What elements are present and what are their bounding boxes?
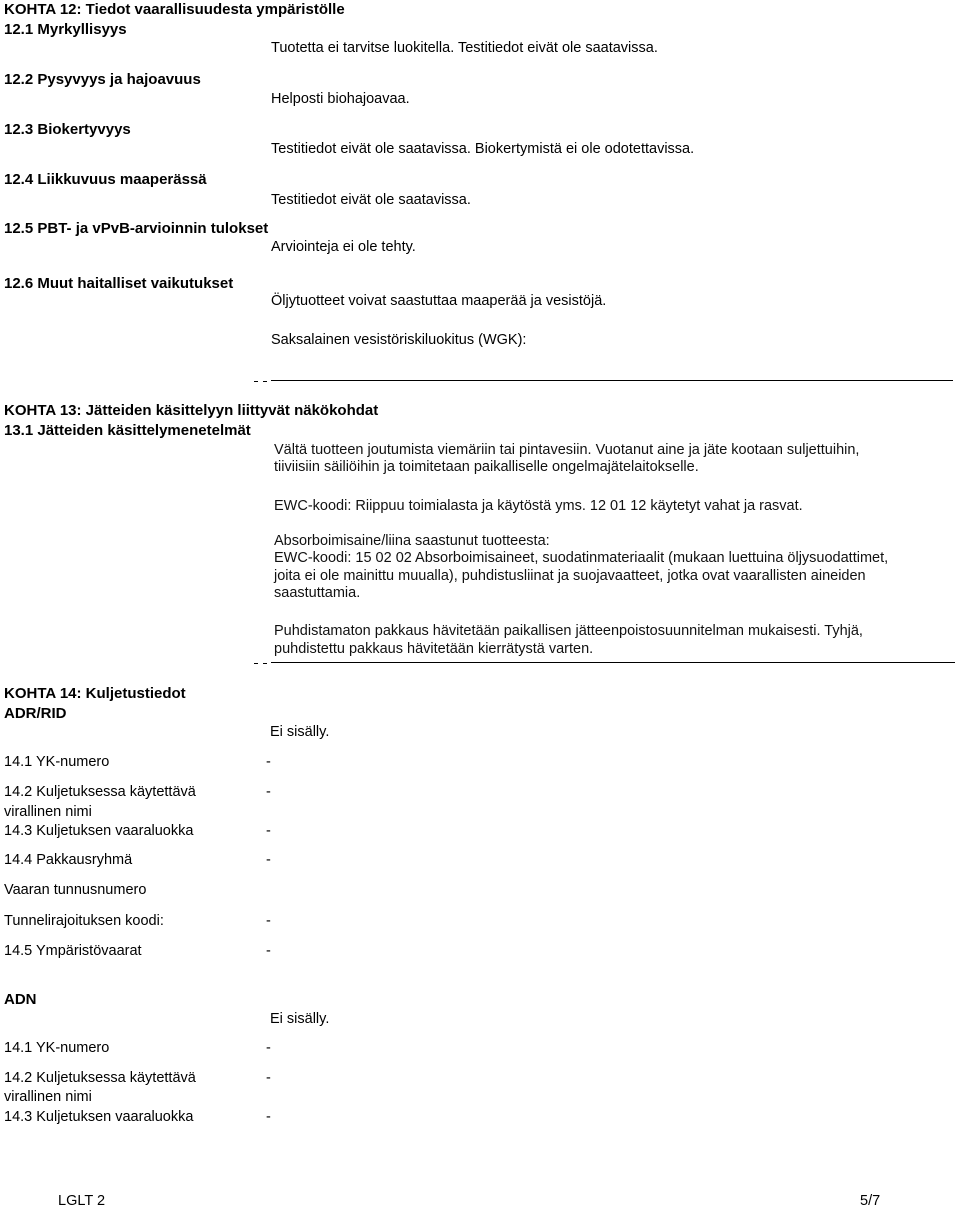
adn-heading: ADN bbox=[4, 991, 37, 1008]
divider-tick bbox=[263, 381, 267, 382]
adr-row-label: 14.4 Pakkausryhmä bbox=[4, 852, 133, 868]
adr-row-value: - bbox=[266, 784, 271, 800]
label-12-2: 12.2 Pysyvyys ja hajoavuus bbox=[4, 71, 201, 88]
label-12-1: 12.1 Myrkyllisyys bbox=[4, 21, 127, 38]
p3-line3: joita ei ole mainittu muualla), puhdistusliinat ja suojavaatteet, jotka ovat vaarallisten aineiden bbox=[274, 568, 866, 584]
label-12-6: 12.6 Muut haitalliset vaikutukset bbox=[4, 275, 234, 292]
p1-line1: Vältä tuotteen joutumista viemäriin tai pintavesiin. Vuotanut aine ja jäte kootaan suljettuihin, bbox=[274, 442, 860, 458]
p4-line2: puhdistettu pakkaus hävitetään kierrätystä varten. bbox=[274, 641, 594, 657]
section-14-title: KOHTA 14: Kuljetustiedot bbox=[4, 685, 186, 702]
adr-status: Ei sisälly. bbox=[270, 724, 330, 740]
text-12-1: Tuotetta ei tarvitse luokitella. Testitiedot eivät ole saatavissa. bbox=[271, 40, 658, 56]
adr-row-value: - bbox=[266, 823, 271, 839]
text-12-4: Testitiedot eivät ole saatavissa. bbox=[271, 192, 471, 208]
adn-row-label: 14.2 Kuljetuksessa käytettävä bbox=[4, 1070, 196, 1086]
section-divider bbox=[271, 662, 955, 663]
adn-row-label: 14.1 YK-numero bbox=[4, 1040, 110, 1056]
section-divider bbox=[271, 380, 953, 381]
divider-tick bbox=[254, 663, 258, 664]
adr-row-value: - bbox=[266, 754, 271, 770]
text-12-3: Testitiedot eivät ole saatavissa. Biokertymistä ei ole odotettavissa. bbox=[271, 141, 695, 157]
adr-row-label: 14.3 Kuljetuksen vaaraluokka bbox=[4, 823, 194, 839]
wgk-label: Saksalainen vesistöriskiluokitus (WGK): bbox=[271, 332, 527, 348]
p1-line2: tiiviisiin säiliöihin ja toimitetaan paikalliselle ongelmajätelaitokselle. bbox=[274, 459, 699, 475]
adr-row-label-cont: virallinen nimi bbox=[4, 804, 92, 820]
adr-row-value: - bbox=[266, 913, 271, 929]
adr-row-value: - bbox=[266, 943, 271, 959]
adn-row-value: - bbox=[266, 1070, 271, 1086]
adn-status: Ei sisälly. bbox=[270, 1011, 330, 1027]
adn-row-label-cont: virallinen nimi bbox=[4, 1089, 92, 1105]
adn-row-value: - bbox=[266, 1109, 271, 1125]
label-12-4: 12.4 Liikkuvuus maaperässä bbox=[4, 171, 207, 188]
adr-row-label: 14.5 Ympäristövaarat bbox=[4, 943, 142, 959]
footer-product: LGLT 2 bbox=[58, 1193, 106, 1209]
p3-line2: EWC-koodi: 15 02 02 Absorboimisaineet, suodatinmateriaalit (mukaan luettuina öljysuodattimet, bbox=[274, 550, 889, 566]
p3-line4: saastuttamia. bbox=[274, 585, 361, 601]
adn-row-label: 14.3 Kuljetuksen vaaraluokka bbox=[4, 1109, 194, 1125]
divider-tick bbox=[263, 663, 267, 664]
adr-heading: ADR/RID bbox=[4, 705, 67, 722]
section-13-title: KOHTA 13: Jätteiden käsittelyyn liittyvät näkökohdat bbox=[4, 402, 379, 419]
p4-line1: Puhdistamaton pakkaus hävitetään paikallisen jätteenpoistosuunnitelman mukaisesti. Tyhjä, bbox=[274, 623, 863, 639]
adn-row-value: - bbox=[266, 1040, 271, 1056]
p2-line: EWC-koodi: Riippuu toimialasta ja käytöstä yms. 12 01 12 käytetyt vahat ja rasvat. bbox=[274, 498, 803, 514]
text-12-2: Helposti biohajoavaa. bbox=[271, 91, 410, 107]
adr-row-label: Tunnelirajoituksen koodi: bbox=[4, 913, 164, 929]
adr-row-label: 14.2 Kuljetuksessa käytettävä bbox=[4, 784, 196, 800]
text-12-6: Öljytuotteet voivat saastuttaa maaperää ja vesistöjä. bbox=[271, 293, 607, 309]
adr-row-value: - bbox=[266, 852, 271, 868]
adr-row-label: Vaaran tunnusnumero bbox=[4, 882, 147, 898]
adr-row-label: 14.1 YK-numero bbox=[4, 754, 110, 770]
label-12-3: 12.3 Biokertyvyys bbox=[4, 121, 131, 138]
text-12-5: Arviointeja ei ole tehty. bbox=[271, 239, 416, 255]
label-13-1: 13.1 Jätteiden käsittelymenetelmät bbox=[4, 422, 251, 439]
label-12-5: 12.5 PBT- ja vPvB-arvioinnin tulokset bbox=[4, 220, 269, 237]
section-12-title: KOHTA 12: Tiedot vaarallisuudesta ympäristölle bbox=[4, 1, 345, 18]
p3-line1: Absorboimisaine/liina saastunut tuotteesta: bbox=[274, 533, 550, 549]
footer-page-number: 5/7 bbox=[860, 1193, 881, 1209]
divider-tick bbox=[254, 381, 258, 382]
